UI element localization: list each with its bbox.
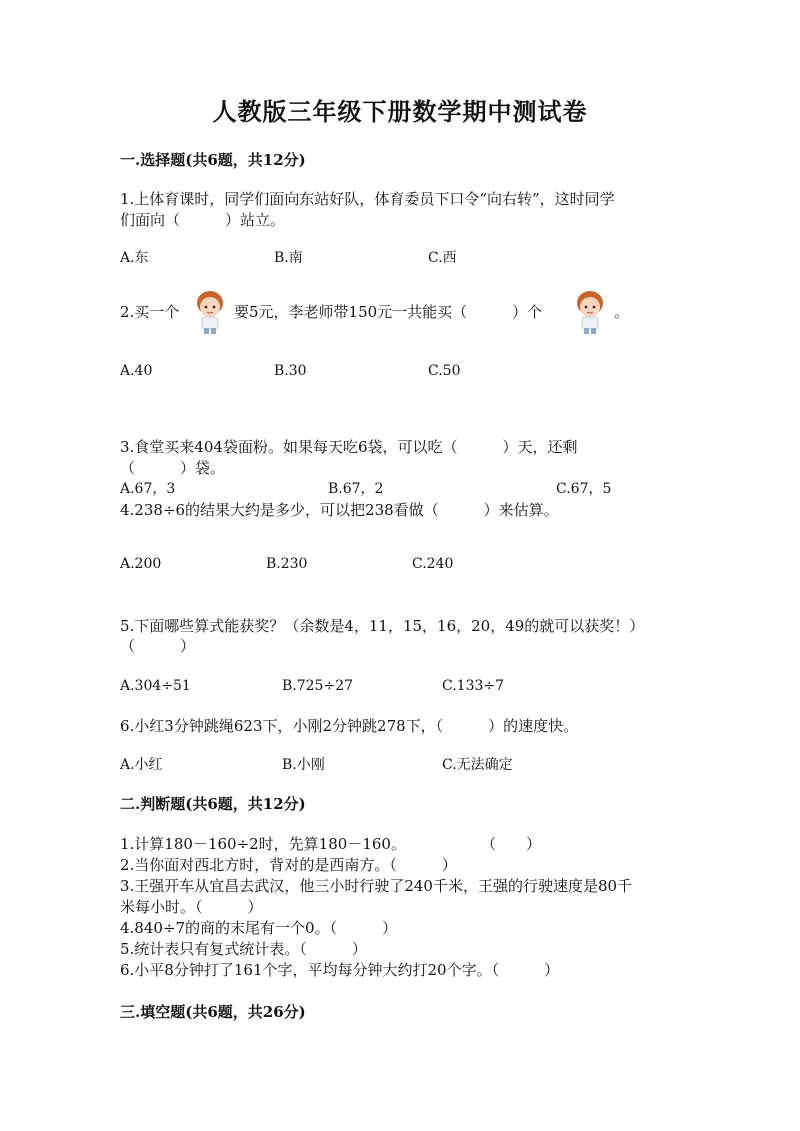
question-4-line-1: 4.238÷6的结果大约是多少，可以把238看做（ ）来估算。 [120,501,559,519]
question-6-option-c: C.无法确定 [442,757,513,773]
judgment-item-2: 2.当你面对西北方时，背对的是西南方。（ ） [120,856,457,874]
section-heading-fill-in: 三.填空题(共6题，共26分) [120,1003,306,1021]
question-5-line-1: 5.下面哪些算式能获奖？（余数是4，11，15，16，20，49的就可以获奖！） [120,617,645,635]
question-2-option-a: A.40 [120,363,153,379]
question-3-option-c: C.67，5 [556,481,612,497]
question-4-option-a: A.200 [120,556,162,572]
boy-doll-image [190,288,230,336]
judgment-item-5: 5.统计表只有复式统计表。（ ） [120,940,367,958]
question-6-option-b: B.小刚 [282,757,325,773]
question-3-line-2: （ ）袋。 [120,459,226,477]
question-5-option-b: B.725÷27 [282,678,354,694]
question-4-option-c: C.240 [412,556,454,572]
question-3-line-1: 3.食堂买来404袋面粉。如果每天吃6袋，可以吃（ ）天，还剩 [120,438,578,456]
question-5-line-2: （ ） [120,637,196,655]
boy-doll-image-2 [570,288,610,336]
question-3-option-a: A.67，3 [120,481,176,497]
question-2-part-2: 要5元，李老师带150元一共能买（ ）个 [234,303,543,321]
page-title: 人教版三年级下册数学期中测试卷 [212,97,588,126]
question-4-option-b: B.230 [266,556,308,572]
judgment-item-1: 1.计算180－160÷2时，先算180－160。 （ ） [120,835,541,853]
question-6-line-1: 6.小红3分钟跳绳623下，小刚2分钟跳278下，（ ）的速度快。 [120,717,579,735]
question-5-option-c: C.133÷7 [442,678,505,694]
question-1-option-c: C.西 [428,250,457,266]
question-2-part-1: 2.买一个 [120,303,180,321]
question-2-option-b: B.30 [274,363,307,379]
judgment-item-3-line-1: 3.王强开车从宜昌去武汉，他三小时行驶了240千米，王强的行驶速度是80千 [120,877,633,895]
question-1-option-b: B.南 [274,250,303,266]
question-6-option-a: A.小红 [120,757,163,773]
question-2-part-3: 。 [614,303,630,321]
judgment-item-6: 6.小平8分钟打了161个字，平均每分钟大约打20个字。（ ） [120,961,560,979]
question-2-option-c: C.50 [428,363,461,379]
question-1-line-2: 们面向（ ）站立。 [120,211,286,229]
judgment-item-3-line-2: 米每小时。（ ） [120,898,263,916]
section-heading-choice: 一.选择题(共6题，共12分) [120,151,306,169]
section-heading-judgment: 二.判断题(共6题，共12分) [120,795,306,813]
question-3-option-b: B.67，2 [328,481,384,497]
question-1-line-1: 1.上体育课时，同学们面向东站好队，体育委员下口令“向右转”，这时同学 [120,190,615,208]
judgment-item-4: 4.840÷7的商的末尾有一个0。（ ） [120,919,398,937]
question-5-option-a: A.304÷51 [120,678,191,694]
question-1-option-a: A.东 [120,250,149,266]
